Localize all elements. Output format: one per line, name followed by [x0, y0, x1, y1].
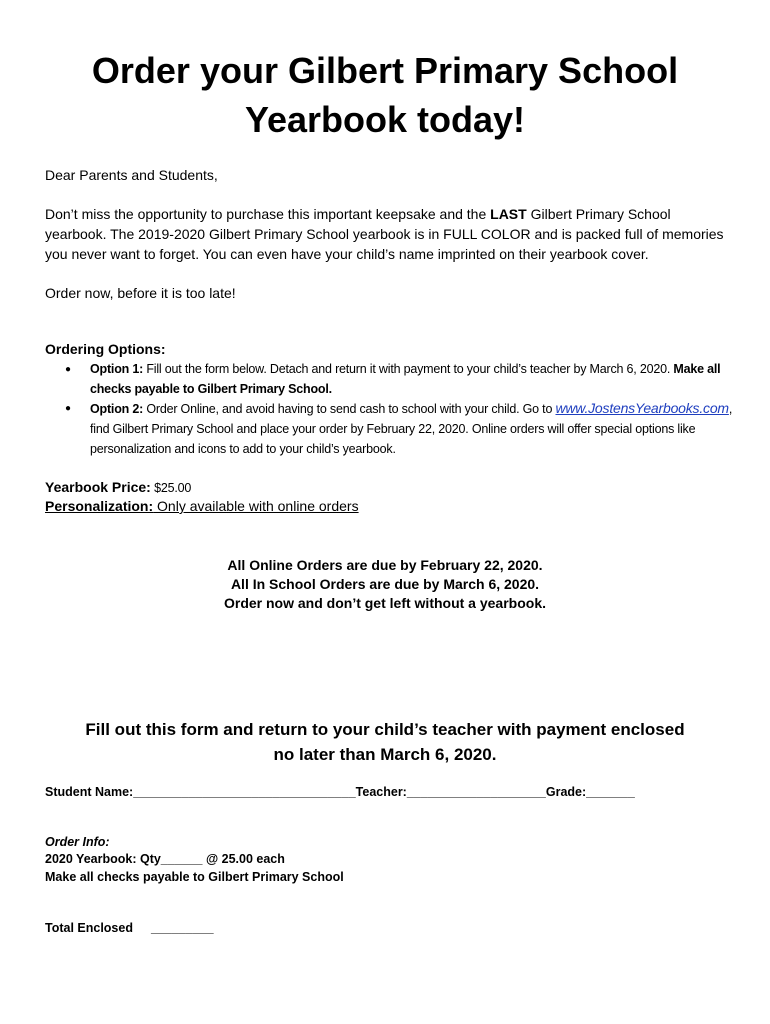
personalization-label: Personalization: [45, 498, 154, 514]
notice-line-1: All Online Orders are due by February 22, 2020. [227, 557, 543, 573]
form-heading [0, 717, 770, 767]
bullet-icon: ● [65, 364, 72, 375]
form-heading-line-1: Fill out this form and return to your child’s teacher with payment enclosed [85, 720, 685, 739]
page-title-line-1: Order your Gilbert Primary School [91, 50, 679, 91]
price-label: Yearbook Price: [45, 479, 151, 495]
personalization-value: Only available with online orders [153, 498, 359, 514]
deadline-notice [0, 556, 770, 613]
checks-payable-line: Make all checks payable to Gilbert Primary School [45, 870, 344, 884]
intro-line-3: you never want to forget. You can even have your child’s name imprinted on their yearbook cover. [45, 246, 649, 262]
student-teacher-grade-line[interactable]: Student Name:________________________________Teacher:____________________Grade:_______ [45, 785, 635, 799]
total-enclosed-field[interactable]: _________ [151, 921, 214, 935]
option-2-comma: , [728, 402, 733, 416]
total-enclosed-label: Total Enclosed [45, 921, 133, 935]
page-title-line-2: Yearbook today! [244, 99, 526, 140]
price-value: $25.00 [150, 481, 192, 495]
intro-line-2: yearbook. The 2019-2020 Gilbert Primary School yearbook is in FULL COLOR and is packed full of memories [45, 226, 724, 242]
option-2-label: Option 2: [90, 402, 144, 416]
option-1-text: Fill out the form below. Detach and return it with payment to your child’s teacher by March 6, 2020. [143, 362, 674, 376]
intro-text-2: Gilbert Primary School [526, 206, 671, 222]
order-info-label: Order Info: [45, 835, 110, 849]
intro-text-1: Don’t miss the opportunity to purchase this important keepsake and the [45, 206, 491, 222]
personalization [45, 496, 745, 516]
option-1-bold-2: checks payable to Gilbert Primary School. [90, 382, 332, 396]
yearbook-qty-line[interactable]: 2020 Yearbook: Qty______ @ 25.00 each [45, 852, 285, 866]
ordering-options-heading: Ordering Options: [45, 341, 166, 357]
intro-bold-last: LAST [490, 206, 527, 222]
notice-line-3: Order now and don’t get left without a yearbook. [223, 595, 546, 611]
option-2 [90, 398, 760, 459]
notice-line-2: All In School Orders are due by March 6, 2020. [230, 576, 540, 592]
option-2-line-3: personalization and icons to add to your child’s yearbook. [90, 442, 396, 456]
intro-paragraph [45, 204, 745, 264]
yearbook-price [45, 477, 745, 498]
option-1-label: Option 1: [90, 362, 144, 376]
option-2-text: Order Online, and avoid having to send cash to school with your child. Go to [143, 402, 556, 416]
option-1 [90, 359, 750, 399]
jostens-link[interactable]: www.JostensYearbooks.com [555, 400, 729, 416]
greeting: Dear Parents and Students, [45, 167, 218, 183]
form-heading-line-2: no later than March 6, 2020. [273, 745, 497, 764]
option-1-bold-1: Make all [673, 362, 721, 376]
option-2-line-2: find Gilbert Primary School and place your order by February 22, 2020. Online orders will offer special options like [90, 422, 696, 436]
bullet-icon: ● [65, 403, 72, 414]
order-now-text: Order now, before it is too late! [45, 285, 236, 301]
